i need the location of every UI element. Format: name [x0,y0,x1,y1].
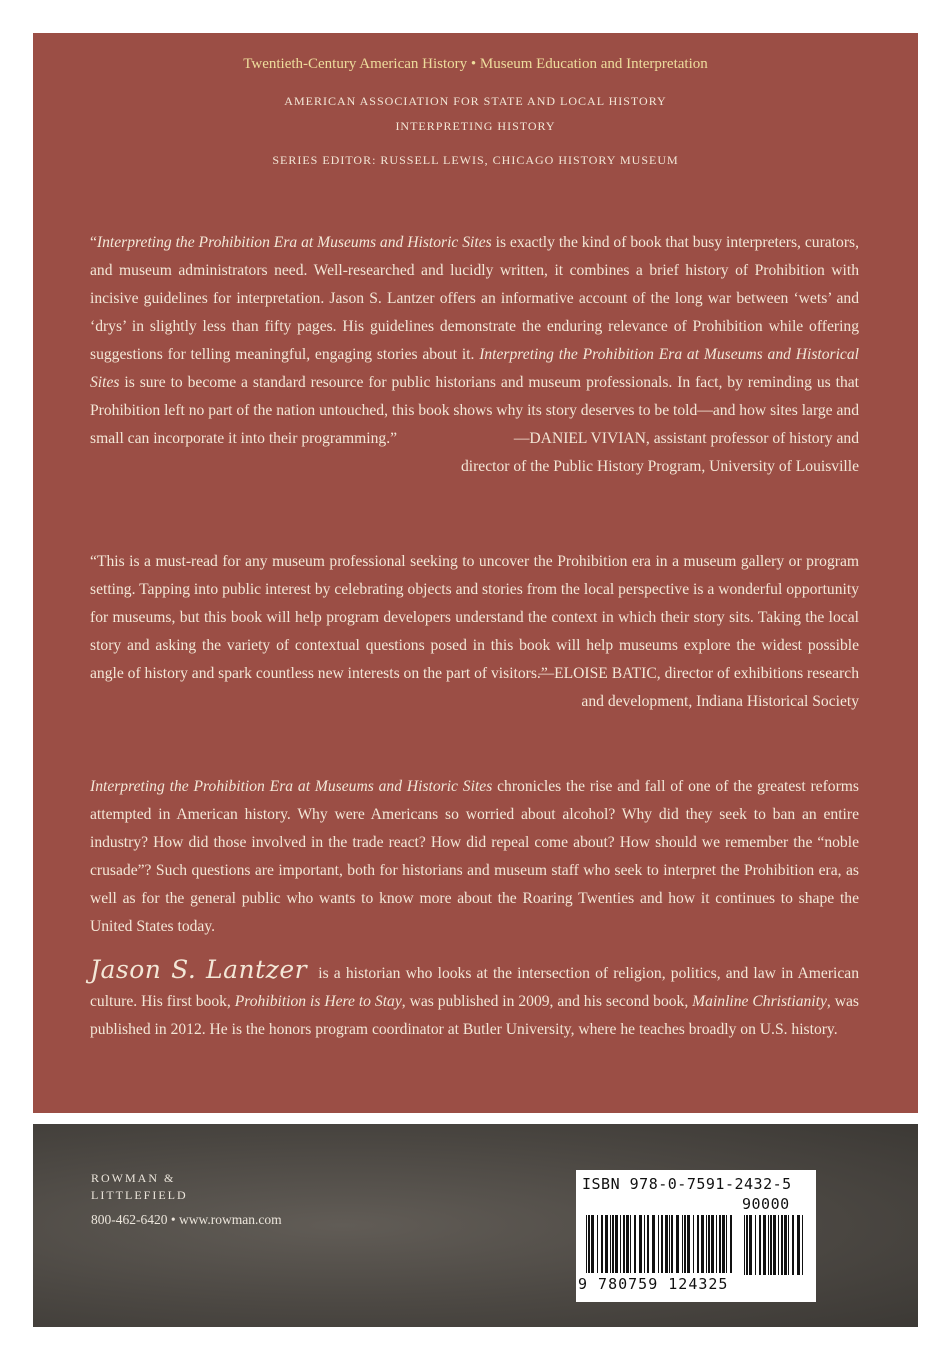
barcode-bar [788,1215,789,1275]
barcode-bar [676,1215,679,1273]
barcode-bar [744,1215,745,1275]
series-editor: SERIES EDITOR: RUSSELL LEWIS, CHICAGO HISTORY MUSEUM [272,153,679,167]
barcode-bar [730,1215,732,1273]
barcode-bar [802,1215,803,1275]
barcode-bar [601,1215,603,1273]
barcode-bar [612,1215,614,1273]
barcode-bar [586,1215,587,1273]
ean-bars [586,1215,736,1273]
endorsement-attribution-1: —DANIEL VIVIAN, assistant professor of history and [513,430,859,447]
endorsement-attribution-2: and development, Indiana Historical Society [581,693,859,710]
bio-text-c: , was published in 2012. He is the honors program coordinator at Butler University, where he teaches broadly on U.S. history. [90,993,859,1038]
barcode-bar [722,1215,725,1273]
barcode-bar [706,1215,707,1273]
barcode-bar [630,1215,631,1273]
barcode-bar [647,1215,649,1273]
second-book-title: Mainline Christianity [692,993,827,1010]
barcode-bar [797,1215,800,1275]
isbn-barcode [576,1170,816,1302]
series-topics: Twentieth-Century American History • Museum Education and Interpretation [243,56,708,72]
barcode-bar [719,1215,721,1273]
barcode-bar [644,1215,645,1273]
book-title-alt: Interpreting the Prohibition Era at Museums and Historical Sites [90,346,859,391]
barcode-bar [701,1215,704,1273]
barcode-bar [746,1215,748,1275]
barcode-bar [749,1215,752,1275]
publisher-footer [33,1124,918,1327]
barcode-bar [671,1215,673,1273]
publisher-name-line2: LITTLEFIELD [91,1188,188,1202]
barcode-bar [684,1215,686,1273]
barcode-bar [773,1215,776,1275]
isbn-number: ISBN 978-0-7591-2432-5 [582,1175,792,1193]
barcode-bar [588,1215,590,1273]
quote-text-end: is sure to become a standard resource for public historians and museum professionals. In fact, by reminding us that Prohibition left no part of the nation untouched, this book shows why its story deserves to be told—and how sites large and small can incorporate it into their programming.” [90,374,859,447]
barcode-bar [652,1215,655,1273]
barcode-bar [597,1215,598,1273]
barcode-bar [687,1215,690,1273]
series-name: INTERPRETING HISTORY [395,119,556,133]
price-bars [744,1215,806,1275]
description-text: chronicles the rise and fall of one of the greatest reforms attempted in American history. Why were Americans so worried about alcohol? Why did they seek to ban an entire industry? How did those involved in the trade react? How did repeal come about? How should we remember the “noble crusade”? Such questions are important, both for historians and museum staff who seek to interpret the Prohibition era, as well as for the general public who wants to know more about the Roaring Twenties and how it continues to shape the United States today. [90,778,859,935]
first-book-title: Prohibition is Here to Stay [234,993,402,1010]
barcode-bar [697,1215,699,1273]
barcode-bar [784,1215,787,1275]
book-description [90,773,859,941]
publisher-name-line1: ROWMAN & [91,1171,176,1185]
publisher-contact: 800-462-6420 • www.rowman.com [91,1212,282,1227]
author-signature: Jason S. Lantzer [90,955,308,984]
barcode-bar [620,1215,621,1273]
barcode-bar [623,1215,625,1273]
barcode-bar [778,1215,779,1275]
barcode-bar [726,1215,727,1273]
barcode-bar [781,1215,783,1275]
barcode-bar [610,1215,611,1273]
barcode-bar [634,1215,636,1273]
bio-text-b: , was published in 2009, and his second book, [401,993,693,1010]
barcode-bar [665,1215,668,1273]
barcode-bar [658,1215,659,1273]
author-bio [90,956,859,1044]
barcode-bar [682,1215,683,1273]
barcode-bar [768,1215,769,1275]
barcode-bar [759,1215,761,1275]
barcode-bar [693,1215,694,1273]
bio-text-a: is a historian who looks at the intersection of religion, politics, and law in American culture. His first book, [90,965,859,1010]
barcode-bar [669,1215,670,1273]
barcode-bar [708,1215,710,1273]
endorsement-attribution-2: director of the Public History Program, University of Louisville [460,458,859,475]
book-title: Interpreting the Prohibition Era at Museums and Historic Sites [90,778,493,795]
quote-text: “This is a must-read for any museum professional seeking to uncover the Prohibition era in a museum gallery or program setting. Tapping into public interest by celebrating objects and stories from the local perspective is a wonderful opportunity for museums, but this book will help program developers understand the context in which their story sits. Taking the local story and asking the variety of contextual questions posed in this book will help museums explore the widest possible angle of history and spark countless new interests on the part of visitors.” [90,553,859,682]
barcode-bar [755,1215,756,1275]
barcode-bar [792,1215,794,1275]
quote-text: is exactly the kind of book that busy interpreters, curators, and museum administrators need. Well-researched and lucidly written, it combines a brief history of Prohibition with incisive guidelines for interpretation. Jason S. Lantzer offers an informative account of the long war between ‘wets’ and ‘drys’ in slightly less than fifty pages. His guidelines demonstrate the enduring relevance of Prohibition while offering suggestions for telling meaningful, engaging stories about it. [90,234,859,363]
barcode-bar [770,1215,772,1275]
back-cover-panel [33,33,918,1113]
barcode-bar [763,1215,766,1275]
barcode-bar [639,1215,642,1273]
barcode-bar [591,1215,594,1273]
book-title: Interpreting the Prohibition Era at Museums and Historic Sites [96,234,492,251]
barcode-bar [711,1215,714,1273]
endorsement-batic [90,548,859,716]
barcode-bar [605,1215,608,1273]
barcode-bar [661,1215,663,1273]
barcode-bar [615,1215,618,1273]
series-association: AMERICAN ASSOCIATION FOR STATE AND LOCAL HISTORY [284,94,667,108]
price-code: 90000 [742,1195,790,1213]
endorsement-attribution-1: —ELOISE BATIC, director of exhibitions research [538,665,859,682]
quote-open: “ [90,234,97,251]
ean-digits: 9 780759 124325 [578,1275,729,1293]
endorsement-vivian [90,229,859,481]
barcode-bar [716,1215,717,1273]
barcode-bar [626,1215,629,1273]
